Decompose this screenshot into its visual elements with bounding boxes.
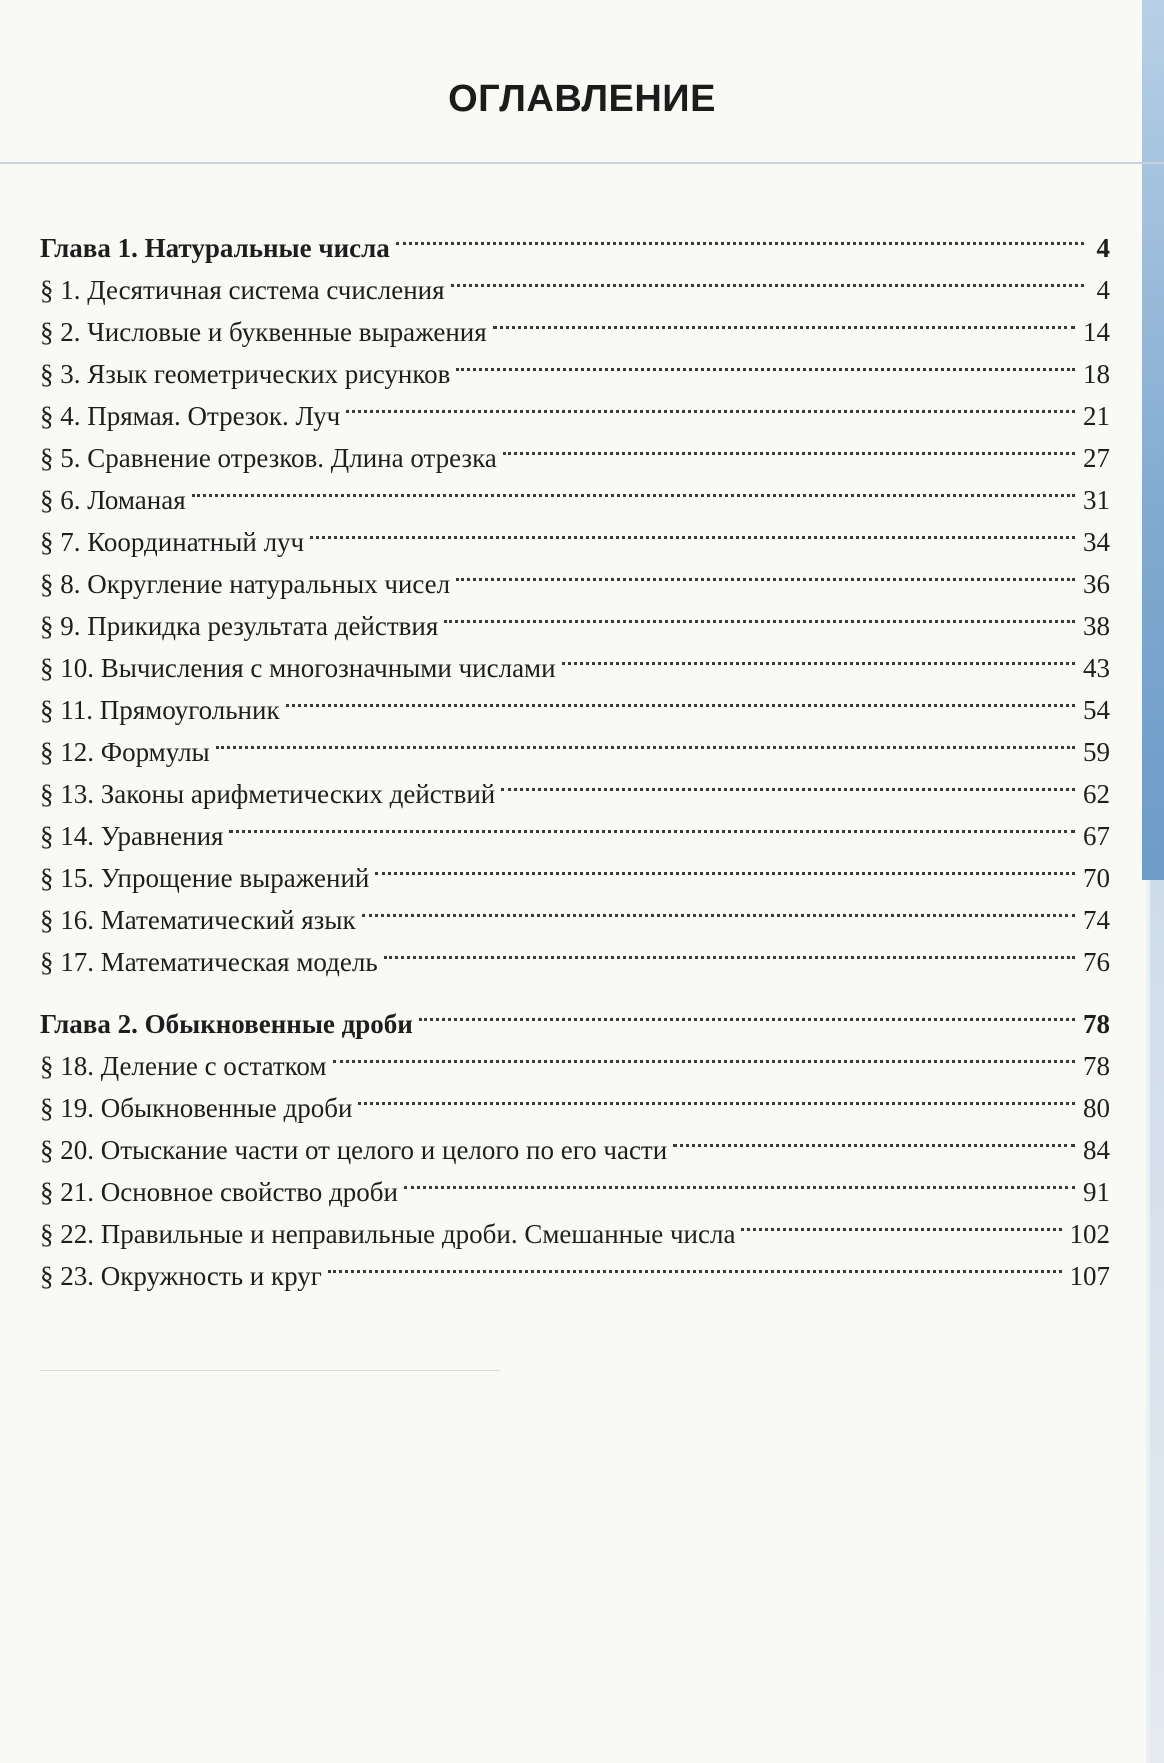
table-of-contents — [40, 212, 1110, 1291]
toc-leader — [229, 788, 1075, 833]
toc-page-number: 38 — [1083, 611, 1110, 641]
toc-leader — [286, 662, 1075, 707]
toc-leader — [333, 1018, 1076, 1063]
toc-leader — [456, 536, 1075, 581]
toc-leader — [503, 410, 1075, 455]
toc-section-label: § 20. Отыскание части от целого и целого по его части — [40, 1135, 668, 1165]
toc-leader — [358, 1060, 1075, 1105]
toc-leader — [396, 200, 1084, 245]
toc-section-label: § 18. Деление с остатком — [40, 1051, 327, 1081]
toc-section-label: § 2. Числовые и буквенные выражения — [40, 317, 487, 347]
toc-leader — [493, 284, 1075, 329]
toc-section-label: § 17. Математическая модель — [40, 947, 378, 977]
toc-leader — [444, 578, 1075, 623]
toc-page-number: 76 — [1083, 947, 1110, 977]
toc-leader — [419, 976, 1075, 1021]
toc-leader — [375, 830, 1075, 875]
toc-leader — [404, 1144, 1075, 1189]
toc-leader — [456, 326, 1075, 371]
page-title: ОГЛАВЛЕНИЕ — [448, 78, 716, 120]
toc-leader — [673, 1102, 1075, 1147]
toc-page-number: 102 — [1069, 1219, 1110, 1249]
page-edge-lower — [1150, 880, 1164, 1763]
toc-leader — [562, 620, 1075, 665]
toc-page-number: 74 — [1083, 905, 1110, 935]
toc-page-number: 80 — [1083, 1093, 1110, 1123]
toc-section-label: § 14. Уравнения — [40, 821, 224, 851]
toc-leader — [346, 368, 1075, 413]
toc-section-label: § 22. Правильные и неправильные дроби. Смешанные числа — [40, 1219, 736, 1249]
toc-page-number: 67 — [1083, 821, 1110, 851]
toc-page-number: 62 — [1083, 779, 1110, 809]
toc-leader — [362, 872, 1075, 917]
toc-leader — [192, 452, 1075, 497]
toc-section-label: § 7. Координатный луч — [40, 527, 305, 557]
toc-leader — [501, 746, 1075, 791]
toc-section-label: § 11. Прямоугольник — [40, 695, 280, 725]
toc-section-label: § 19. Обыкновенные дроби — [40, 1093, 353, 1123]
toc-section-label: § 8. Округление натуральных чисел — [40, 569, 451, 599]
toc-page-number: 34 — [1083, 527, 1110, 557]
toc-section-label: § 1. Десятичная система счисления — [40, 275, 445, 305]
toc-section-label: § 6. Ломаная — [40, 485, 186, 515]
toc-page-number: 21 — [1083, 401, 1110, 431]
toc-page-number: 70 — [1083, 863, 1110, 893]
toc-section-label: § 16. Математический язык — [40, 905, 356, 935]
toc-leader — [384, 914, 1075, 959]
toc-page-number: 59 — [1083, 737, 1110, 767]
title-divider — [0, 162, 1164, 164]
toc-leader — [216, 704, 1075, 749]
toc-page-number: 36 — [1083, 569, 1110, 599]
toc-page-number: 78 — [1083, 1009, 1110, 1039]
toc-page-number: 27 — [1083, 443, 1110, 473]
toc-section-label: § 12. Формулы — [40, 737, 210, 767]
toc-section-label: § 3. Язык геометрических рисунков — [40, 359, 451, 389]
toc-section-label: § 10. Вычисления с многозначными числами — [40, 653, 556, 683]
toc-page-number: 107 — [1069, 1261, 1110, 1291]
toc-page-number: 84 — [1083, 1135, 1110, 1165]
toc-section-label: § 13. Законы арифметических действий — [40, 779, 496, 809]
toc-section-label: § 21. Основное свойство дроби — [40, 1177, 398, 1207]
toc-chapter-label: Глава 2. Обыкновенные дроби — [40, 1009, 413, 1039]
toc-page-number: 31 — [1083, 485, 1110, 515]
toc-chapter-label: Глава 1. Натуральные числа — [40, 233, 390, 263]
toc-page-number: 43 — [1083, 653, 1110, 683]
toc-page-number: 4 — [1096, 233, 1110, 263]
toc-page-number: 54 — [1083, 695, 1110, 725]
toc-section-label: § 15. Упрощение выражений — [40, 863, 370, 893]
toc-page-number: 18 — [1083, 359, 1110, 389]
toc-leader — [741, 1186, 1061, 1231]
page-edge-tab — [1142, 0, 1164, 880]
toc-leader — [328, 1228, 1062, 1273]
toc-leader — [310, 494, 1075, 539]
toc-page-number: 14 — [1083, 317, 1110, 347]
toc-section-label: § 9. Прикидка результата действия — [40, 611, 439, 641]
toc-leader — [451, 242, 1084, 287]
toc-section-label: § 5. Сравнение отрезков. Длина отрезка — [40, 443, 497, 473]
toc-page-number: 91 — [1083, 1177, 1110, 1207]
faint-rule — [40, 1370, 500, 1375]
toc-page-number: 78 — [1083, 1051, 1110, 1081]
toc-page-number: 4 — [1096, 275, 1110, 305]
toc-section-label: § 4. Прямая. Отрезок. Луч — [40, 401, 341, 431]
toc-section-label: § 23. Окружность и круг — [40, 1261, 322, 1291]
